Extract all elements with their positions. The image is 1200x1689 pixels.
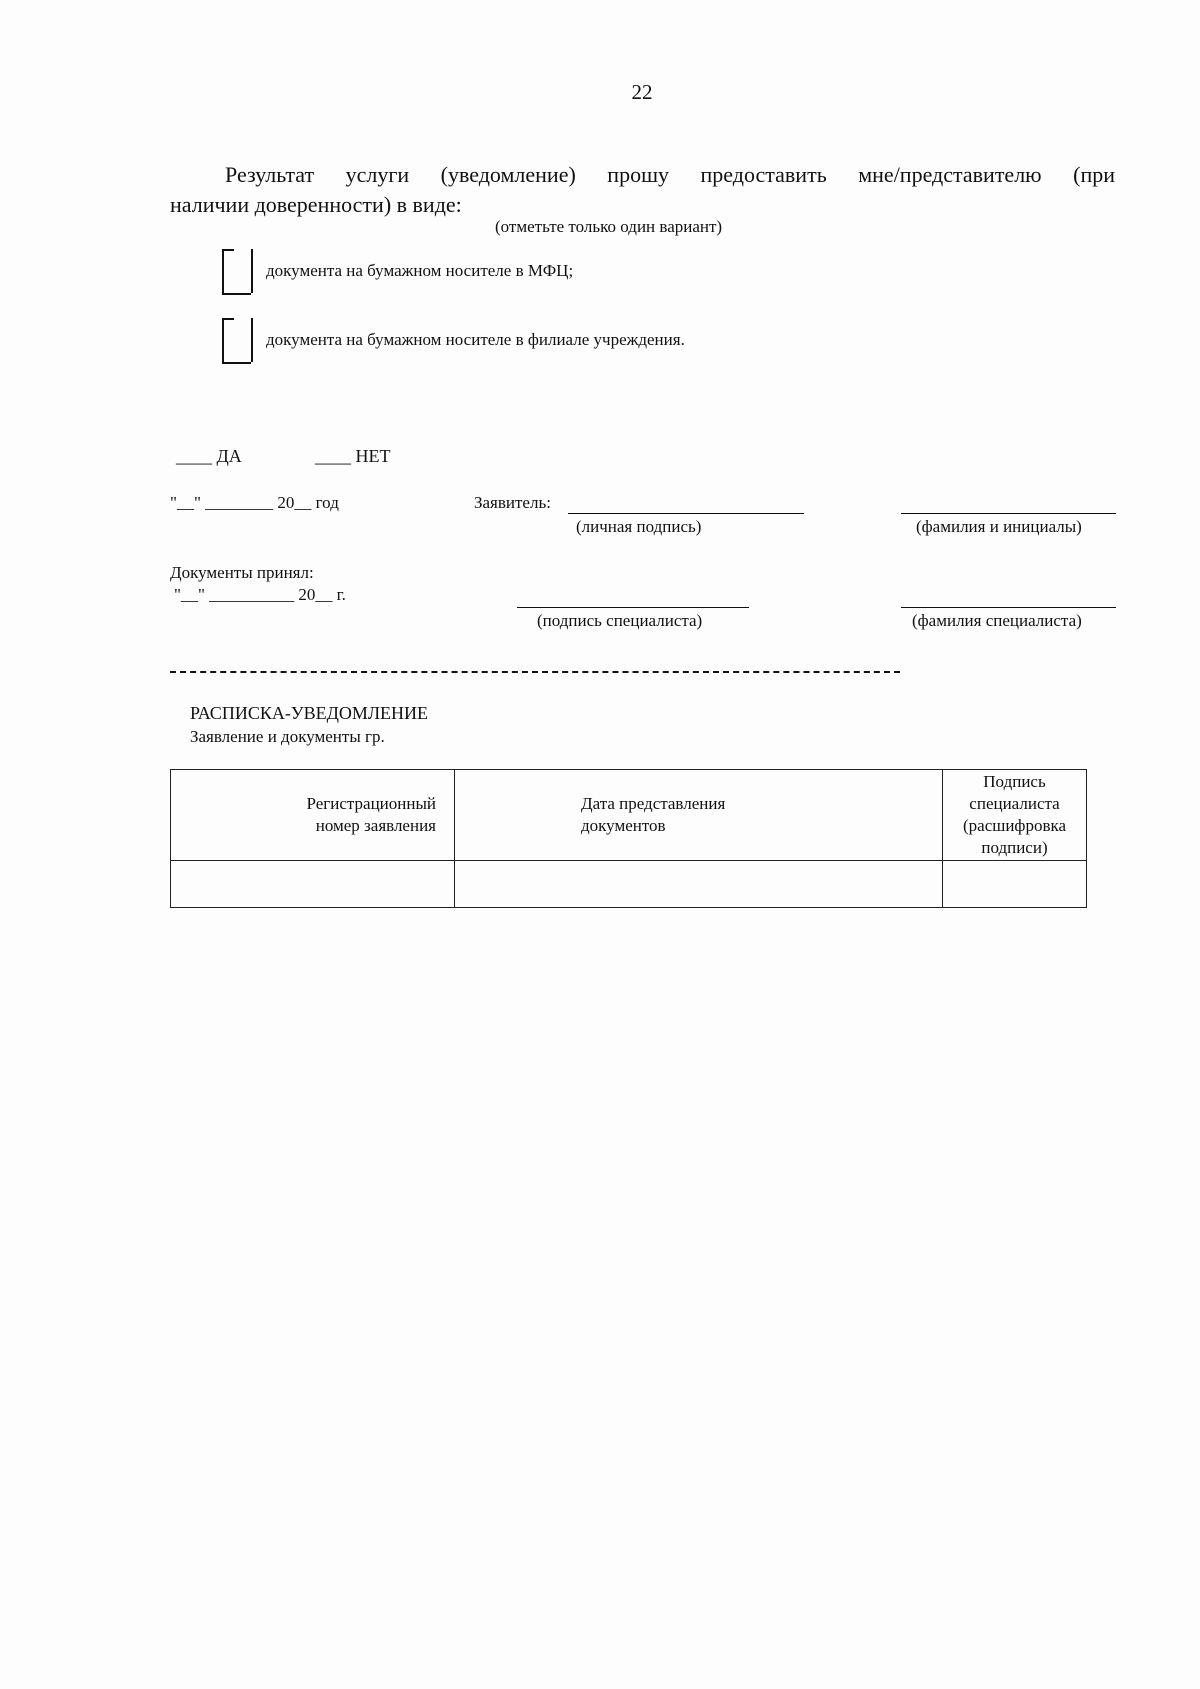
yes-label: ДА	[216, 446, 242, 466]
header-submission-date	[455, 770, 943, 861]
specialist-name-caption: (фамилия специалиста)	[912, 611, 1082, 630]
specialist-signature-caption: (подпись специалиста)	[537, 611, 703, 630]
option-mfc-label: документа на бумажном носителе в МФЦ;	[266, 261, 574, 280]
header-submission-date-line1: Дата представления	[581, 794, 726, 813]
intro-line-2: наличии доверенности) в виде:	[170, 192, 462, 217]
page-number: 22	[631, 80, 653, 104]
no-field[interactable]	[315, 446, 391, 467]
applicant-label: Заявитель:	[474, 493, 551, 512]
applicant-name-caption: (фамилия и инициалы)	[916, 517, 1082, 536]
table-row	[171, 861, 1087, 908]
header-specialist-signature	[943, 770, 1087, 861]
header-specialist-signature-line1: Подпись специалиста	[969, 772, 1060, 813]
option-branch-checkbox[interactable]	[222, 318, 251, 364]
no-label: НЕТ	[355, 446, 391, 466]
specialist-signature-line[interactable]	[517, 607, 749, 608]
option-branch[interactable]	[222, 318, 922, 368]
specialist-name-line[interactable]	[901, 607, 1116, 608]
applicant-name-line[interactable]	[901, 513, 1116, 514]
receipt-subtitle: Заявление и документы гр.	[190, 727, 385, 746]
option-mfc[interactable]	[222, 249, 922, 299]
acceptance-date[interactable]: "__" __________ 20__ г.	[174, 585, 346, 604]
header-submission-date-line2: документов	[581, 816, 666, 835]
cell-submission-date[interactable]	[455, 861, 943, 908]
intro-line-1: Результат услуги (уведомление) прошу предоставить мне/представителю (при	[225, 162, 1115, 187]
receipt-table-header	[171, 770, 1087, 861]
receipt-title: РАСПИСКА-УВЕДОМЛЕНИЕ	[190, 703, 429, 723]
acceptance-label: Документы принял:	[170, 563, 314, 582]
cell-specialist-signature[interactable]	[943, 861, 1087, 908]
yes-blank: ____	[176, 446, 212, 466]
option-hint: (отметьте только один вариант)	[495, 217, 723, 236]
cut-line	[170, 671, 900, 673]
option-mfc-checkbox[interactable]	[222, 249, 251, 295]
header-registration-number-line2: номер заявления	[315, 816, 436, 835]
header-registration-number-line1: Регистрационный	[306, 794, 436, 813]
header-specialist-signature-line2: (расшифровка подписи)	[962, 816, 1067, 857]
no-blank: ____	[315, 446, 351, 466]
yes-field[interactable]	[176, 446, 242, 467]
header-registration-number	[171, 770, 455, 861]
cell-registration-number[interactable]	[171, 861, 455, 908]
intro-paragraph	[170, 160, 1115, 220]
applicant-date[interactable]: "__" ________ 20__ год	[170, 493, 339, 512]
option-branch-label: документа на бумажном носителе в филиале учреждения.	[266, 330, 685, 349]
applicant-signature-caption: (личная подпись)	[576, 517, 702, 536]
receipt-table	[170, 769, 1087, 908]
applicant-signature-line[interactable]	[568, 513, 804, 514]
